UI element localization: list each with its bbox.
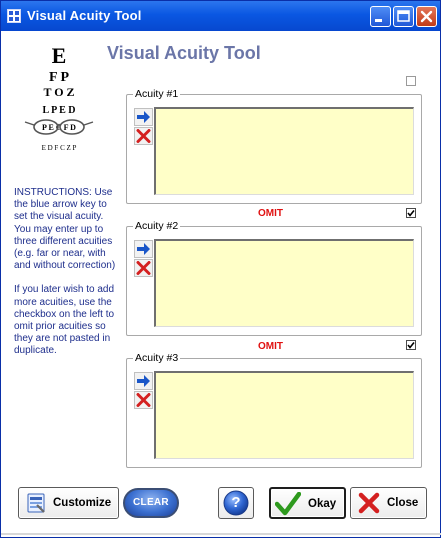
checkmark-icon — [407, 209, 415, 217]
red-x-icon — [136, 261, 151, 275]
acuity-2-omit-label: OMIT — [258, 208, 283, 219]
acuity-3-label: Acuity #3 — [135, 352, 179, 364]
acuity-1-set-button[interactable] — [134, 108, 153, 126]
acuity-1-clear-button[interactable] — [134, 127, 153, 145]
instructions-paragraph: INSTRUCTIONS: Use the blue arrow key to set the visual acuity. You may enter up to three different acuities (e.g. far or near, with and without correction) — [14, 187, 116, 272]
help-button[interactable] — [218, 487, 254, 519]
acuity-2-set-button[interactable] — [134, 240, 153, 258]
acuity-3-omit-checkbox[interactable] — [406, 340, 416, 350]
title-bar[interactable] — [1, 1, 440, 31]
blue-arrow-icon — [136, 374, 151, 388]
acuity-3-set-button[interactable] — [134, 372, 153, 390]
red-x-icon — [358, 492, 380, 514]
clear-button[interactable] — [123, 488, 179, 518]
acuity-2-label: Acuity #2 — [135, 220, 179, 232]
acuity-1-textarea[interactable] — [154, 107, 414, 195]
minimize-button[interactable] — [370, 6, 391, 27]
eye-chart-row: L P E D — [42, 105, 76, 116]
acuity-3-clear-button[interactable] — [134, 391, 153, 409]
okay-label: Okay — [308, 498, 337, 510]
acuity-3-group — [126, 352, 422, 468]
acuity-2-clear-button[interactable] — [134, 259, 153, 277]
close-icon — [417, 7, 436, 26]
close-window-button[interactable] — [416, 6, 437, 27]
customize-button[interactable] — [18, 487, 119, 519]
eye-chart-row: P E C F D — [42, 123, 76, 132]
customize-icon — [25, 492, 47, 514]
eye-chart-row: T O Z — [43, 85, 75, 99]
acuity-3-omit-label: OMIT — [258, 341, 283, 352]
instructions-paragraph: If you later wish to add more acuities, use the checkbox on the left to omit prior acuities so they are not pasted in duplicate. — [14, 284, 115, 357]
app-grid-icon — [7, 9, 21, 23]
red-x-icon — [136, 393, 151, 407]
green-check-icon — [275, 492, 301, 516]
window-title: Visual Acuity Tool — [27, 8, 142, 23]
red-x-icon — [136, 129, 151, 143]
customize-label: Customize — [53, 497, 112, 509]
blue-arrow-icon — [136, 242, 151, 256]
eye-chart-row: E — [51, 43, 67, 68]
checkmark-icon — [407, 341, 415, 349]
acuity-2-omit-checkbox[interactable] — [406, 208, 416, 218]
maximize-icon — [394, 7, 413, 26]
acuity-2-textarea[interactable] — [154, 239, 414, 327]
minimize-icon — [371, 7, 390, 26]
instructions-text — [14, 187, 118, 370]
bottom-divider — [1, 533, 441, 535]
acuity-3-textarea[interactable] — [154, 371, 414, 459]
clear-label: CLEAR — [133, 497, 169, 508]
blue-arrow-icon — [136, 110, 151, 124]
eye-chart-row: F P — [48, 70, 70, 85]
help-label: ? — [231, 494, 241, 511]
okay-button[interactable] — [269, 487, 346, 519]
page-heading: Visual Acuity Tool — [107, 43, 261, 63]
acuity-2-group — [126, 220, 422, 336]
eye-chart-row: E D F C Z P — [41, 144, 77, 152]
close-button[interactable] — [350, 487, 427, 519]
acuity-1-group — [126, 88, 422, 204]
maximize-button[interactable] — [393, 6, 414, 27]
acuity-1-omit-checkbox[interactable] — [406, 76, 416, 86]
close-label: Close — [387, 497, 419, 509]
acuity-1-label: Acuity #1 — [135, 88, 179, 100]
eye-chart-image — [21, 41, 97, 157]
